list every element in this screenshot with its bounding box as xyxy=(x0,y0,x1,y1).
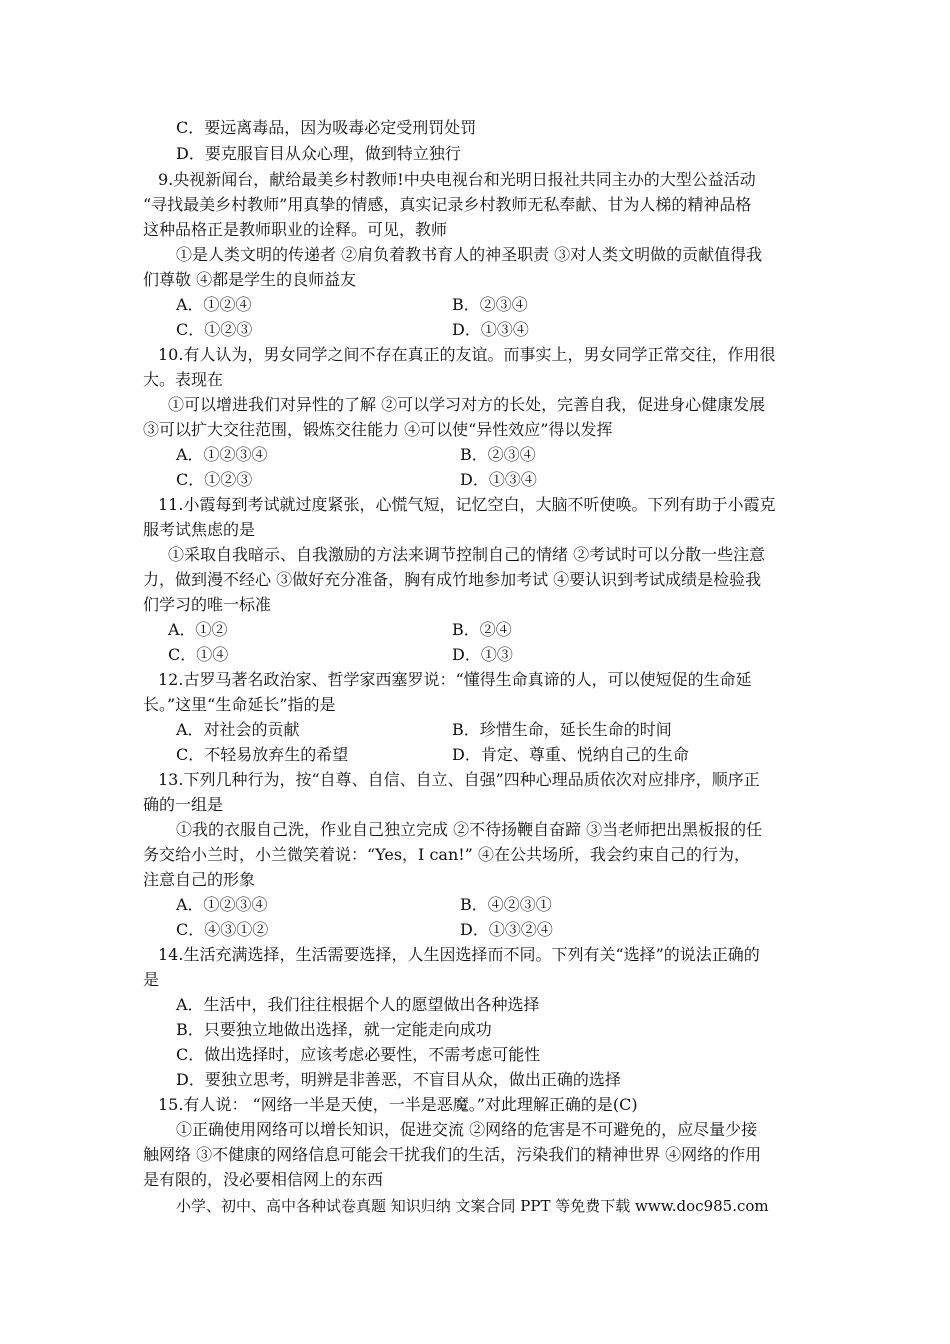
question-14: 14.生活充满选择，生活需要选择，人生因选择而不同。下列有关“选择”的说法正确的 xyxy=(158,945,760,964)
option-c: C．①②③ xyxy=(176,320,253,339)
question-12: 12.古罗马著名政治家、哲学家西塞罗说：“懂得生命真谛的人，可以使短促的生命延 xyxy=(158,670,752,689)
option-b: B．④②③① xyxy=(460,895,552,914)
question-10: 10.有人认为，男女同学之间不存在真正的友谊。而事实上，男女同学正常交往，作用很 xyxy=(158,345,776,364)
text-line: 们尊敬 ④都是学生的良师益友 xyxy=(143,270,357,289)
text-line: 这种品格正是教师职业的诠释。可见，教师 xyxy=(143,220,448,239)
option-a: A．①②③④ xyxy=(176,895,268,914)
text-line: 触网络 ③不健康的网络信息可能会干扰我们的生活，污染我们的精神世界 ④网络的作用 xyxy=(143,1145,762,1164)
option-c: C．①②③ xyxy=(176,470,253,489)
text-line: C．要远离毒品，因为吸毒必定受刑罚处罚 xyxy=(176,118,477,137)
text-line: ①正确使用网络可以增长知识，促进交流 ②网络的危害是不可避免的，应尽量少接 xyxy=(176,1120,758,1139)
option-c: C．做出选择时，应该考虑必要性，不需考虑可能性 xyxy=(176,1045,541,1064)
text-line: 务交给小兰时，小兰微笑着说：“Yes，I can!” ④在公共场所，我会约束自己的行为， xyxy=(143,845,750,864)
text-line: 是有限的，没必要相信网上的东西 xyxy=(143,1170,384,1189)
option-c: C．①④ xyxy=(168,645,229,664)
question-9: 9.央视新闻台，献给最美乡村教师!中央电视台和光明日报社共同主办的大型公益活动 xyxy=(158,170,756,189)
option-d: D．要独立思考，明辨是非善恶，不盲目从众，做出正确的选择 xyxy=(176,1070,621,1089)
text-line: ①可以增进我们对异性的了解 ②可以学习对方的长处，完善自我，促进身心健康发展 xyxy=(168,395,766,414)
option-d: D．①③④ xyxy=(452,320,529,339)
option-d: D．①③ xyxy=(452,645,513,664)
page-footer: 小学、初中、高中各种试卷真题 知识归纳 文案合同 PPT 等免费下载 www.doc985.com xyxy=(176,1197,769,1215)
option-a: A．①②④ xyxy=(176,295,252,314)
option-a: A．对社会的贡献 xyxy=(176,720,300,739)
text-line: “寻找最美乡村教师”用真挚的情感，真实记录乡村教师无私奉献、甘为人梯的精神品格 xyxy=(143,195,752,214)
option-a: A．生活中，我们往往根据个人的愿望做出各种选择 xyxy=(176,995,540,1014)
text-line: 是 xyxy=(143,970,160,989)
option-d: D．肯定、尊重、悦纳自己的生命 xyxy=(452,745,689,764)
option-d: D．①③④ xyxy=(460,470,537,489)
text-line: ①我的衣服自己洗，作业自己独立完成 ②不待扬鞭自奋蹄 ③当老师把出黑板报的任 xyxy=(176,820,763,839)
text-line: 们学习的唯一标准 xyxy=(143,595,272,614)
option-b: B．②③④ xyxy=(452,295,528,314)
option-b: B．②④ xyxy=(452,620,512,639)
text-line: 长。”这里“生命延长”指的是 xyxy=(143,695,336,714)
option-b: B．只要独立地做出选择，就一定能走向成功 xyxy=(176,1020,492,1039)
option-a: A．①② xyxy=(168,620,228,639)
text-line: 大。表现在 xyxy=(143,370,224,389)
text-line: 注意自己的形象 xyxy=(143,870,256,889)
option-c: C．不轻易放弃生的希望 xyxy=(176,745,349,764)
option-b: B．②③④ xyxy=(460,445,536,464)
text-line: ③可以扩大交往范围，锻炼交往能力 ④可以使“异性效应”得以发挥 xyxy=(143,420,613,439)
text-line: 力，做到漫不经心 ③做好充分准备，胸有成竹地参加考试 ④要认识到考试成绩是检验我 xyxy=(143,570,762,589)
question-15: 15.有人说： “网络一半是天使，一半是恶魔。”对此理解正确的是(C) xyxy=(158,1095,638,1114)
option-d: D．①③②④ xyxy=(460,920,553,939)
text-line: 服考试焦虑的是 xyxy=(143,520,256,539)
text-line: ①采取自我暗示、自我激励的方法来调节控制自己的情绪 ②考试时可以分散一些注意 xyxy=(168,545,766,564)
option-a: A．①②③④ xyxy=(176,445,268,464)
text-line: ①是人类文明的传递者 ②肩负着教书育人的神圣职责 ③对人类文明做的贡献值得我 xyxy=(176,245,763,264)
question-13: 13.下列几种行为，按“自尊、自信、自立、自强”四种心理品质依次对应排序，顺序正 xyxy=(158,770,760,789)
question-11: 11.小霞每到考试就过度紧张，心慌气短，记忆空白，大脑不听使唤。下列有助于小霞克 xyxy=(158,495,776,514)
option-c: C．④③①② xyxy=(176,920,269,939)
text-line: 确的一组是 xyxy=(143,795,224,814)
text-line: D．要克服盲目从众心理，做到特立独行 xyxy=(176,144,461,163)
option-b: B．珍惜生命，延长生命的时间 xyxy=(452,720,672,739)
